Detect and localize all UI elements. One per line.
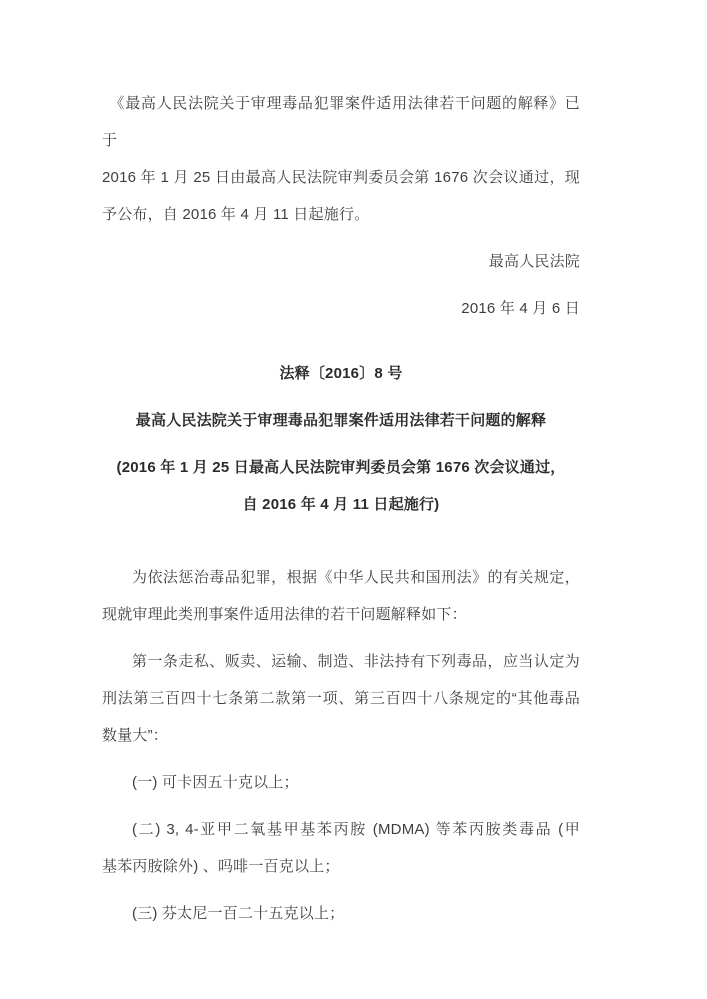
announcement-paragraph <box>102 85 580 233</box>
preamble-line-2: 现就审理此类刑事案件适用法律的若干问题解释如下： <box>102 606 467 623</box>
doc-title: 最高人民法院关于审理毒品犯罪案件适用法律若干问题的解释 <box>135 412 547 429</box>
doc-session-line-2: 自 2016 年 4 月 11 日起施行) <box>242 496 440 513</box>
article-1-line-3: 数量大”： <box>102 727 168 744</box>
article-1-item-2-line-2: 基苯丙胺除外) 、吗啡一百克以上； <box>102 858 340 875</box>
article-1-item-1: (一) 可卡因五十克以上； <box>132 774 299 791</box>
article-1-item-2 <box>102 811 580 885</box>
announcement-line-1: 《最高人民法院关于审理毒品犯罪案件适用法律若干问题的解释》已于 <box>102 95 580 149</box>
article-1-item-2-line-1: (二) 3, 4-亚甲二氧基甲基苯丙胺 (MDMA) 等苯丙胺类毒品 (甲 <box>132 821 580 838</box>
article-1-item-3: (三) 芬太尼一百二十五克以上； <box>132 905 345 922</box>
article-1-line-2: 刑法第三百四十七条第二款第一项、第三百四十八条规定的“其他毒品 <box>102 690 580 707</box>
preamble-paragraph <box>102 559 580 633</box>
doc-session-line-1: (2016 年 1 月 25 日最高人民法院审判委员会第 1676 次会议通过， <box>116 459 566 476</box>
doc-number: 法释〔2016〕8 号 <box>279 365 403 382</box>
announcement-line-3: 予公布，自 2016 年 4 月 11 日起施行。 <box>102 206 370 223</box>
signature-issuer: 最高人民法院 <box>488 253 580 270</box>
signature-date: 2016 年 4 月 6 日 <box>461 300 580 317</box>
article-1-line-1: 第一条走私、贩卖、运输、制造、非法持有下列毒品，应当认定为 <box>132 653 580 670</box>
preamble-line-1: 为依法惩治毒品犯罪，根据《中华人民共和国刑法》的有关规定， <box>132 569 580 586</box>
article-1-paragraph <box>102 643 580 754</box>
doc-session-note <box>102 449 580 523</box>
announcement-line-2: 2016 年 1 月 25 日由最高人民法院审判委员会第 1676 次会议通过，现 <box>102 169 580 186</box>
